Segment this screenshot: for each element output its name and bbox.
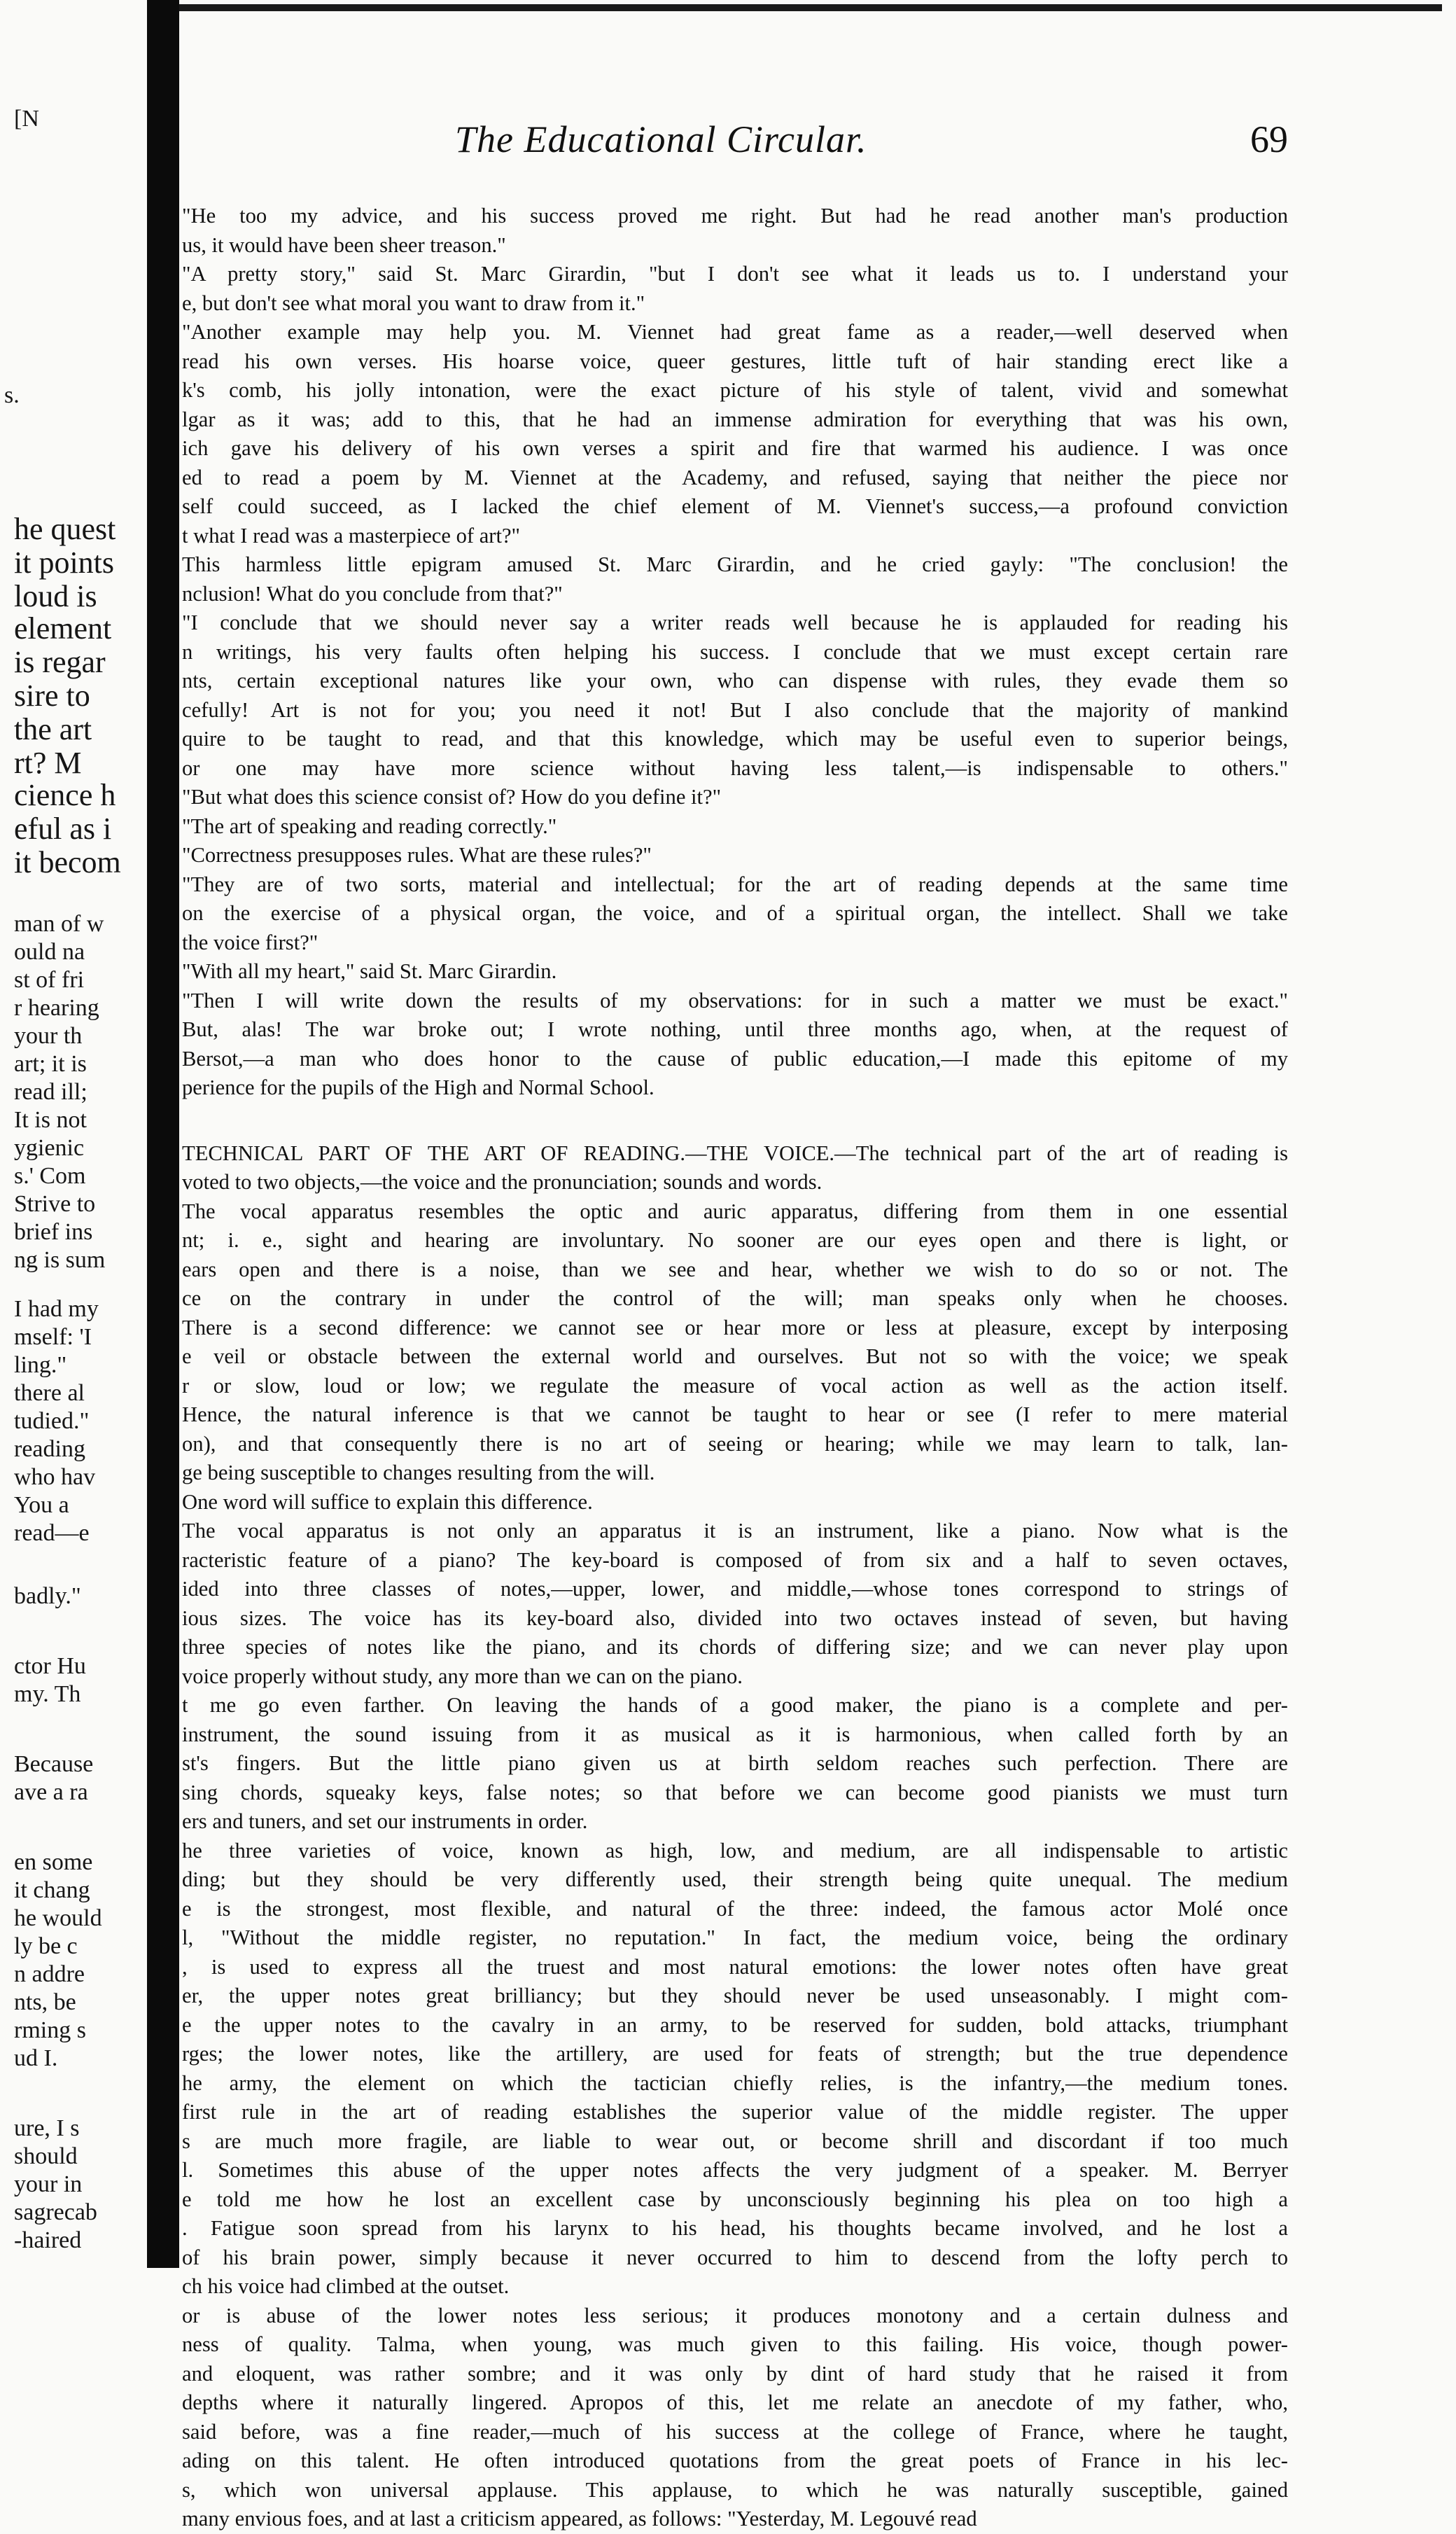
- text-line: "Then I will write down the results of my observations: for in such a matter we must be exact.": [182, 988, 1288, 1012]
- text-line: Hence, the natural inference is that we cannot be taught to hear or see (I refer to mere material: [182, 1402, 1288, 1426]
- left-fragment: the art: [14, 712, 92, 746]
- text-line: er, the upper notes great brilliancy; but they should never be used unseasonably. I might com-: [182, 1984, 1288, 2007]
- top-edge-rule: [147, 4, 1442, 11]
- text-line: "A pretty story," said St. Marc Girardin, "but I don't see what it leads us to. I understand your: [182, 262, 1288, 286]
- text-line: lgar as it was; add to this, that he had an immense admiration for everything that was his own,: [182, 407, 1288, 431]
- left-fragment: s.: [4, 382, 20, 408]
- text-line: e is the strongest, most flexible, and natural of the three: indeed, the famous actor Molé once: [182, 1896, 1288, 1921]
- left-fragment: element: [14, 611, 112, 646]
- text-line: ading on this talent. He often introduced quotations from the great poets of France in his lec-: [182, 2449, 1288, 2472]
- text-line: "With all my heart," said St. Marc Girardin.: [182, 959, 557, 983]
- text-line: racteristic feature of a piano? The key-board is composed of from six and a half to seven octaves,: [182, 1547, 1288, 1572]
- left-fragment: mself: 'I: [14, 1324, 92, 1350]
- text-line: t me go even farther. On leaving the hands of a good maker, the piano is a complete and per-: [182, 1693, 1288, 1717]
- text-line: ce on the contrary in under the control of the will; man speaks only when he chooses.: [182, 1286, 1288, 1310]
- left-fragment: ly be c: [14, 1933, 78, 1959]
- left-fragment: your th: [14, 1023, 83, 1049]
- text-line: st's fingers. But the little piano given us at birth seldom reaches such perfection. There are: [182, 1751, 1288, 1775]
- left-fragment: my. Th: [14, 1681, 81, 1707]
- text-line: The vocal apparatus is not only an apparatus it is an instrument, like a piano. Now what is the: [182, 1519, 1288, 1543]
- text-line: depths where it naturally lingered. Apropos of this, let me relate an anecdote of my father, who,: [182, 2390, 1288, 2414]
- left-fragment: read ill;: [14, 1079, 88, 1105]
- text-line: the voice first?": [182, 930, 318, 954]
- text-line: "I conclude that we should never say a writer reads well because he is applauded for reading his: [182, 611, 1288, 634]
- left-fragment: man of w: [14, 911, 104, 937]
- left-fragment: loud is: [14, 579, 97, 613]
- text-line: ge being susceptible to changes resulting from the will.: [182, 1461, 655, 1484]
- left-fragment: It is not: [14, 1107, 87, 1133]
- text-line: ness of quality. Talma, when young, was much given to this failing. His voice, though power-: [182, 2332, 1288, 2356]
- text-line: ided into three classes of notes,—upper, lower, and middle,—whose tones correspond to strings of: [182, 1577, 1288, 1601]
- text-line: s are much more fragile, are liable to wear out, or become shrill and discordant if too much: [182, 2129, 1288, 2153]
- left-fragment: art; it is: [14, 1051, 87, 1077]
- text-line: sing chords, squeaky keys, false notes; so that before we can become good pianists we must turn: [182, 1780, 1288, 1804]
- left-fragment: Strive to: [14, 1191, 96, 1217]
- left-fragment: ctor Hu: [14, 1653, 86, 1679]
- text-line: voted to two objects,—the voice and the pronunciation; sounds and words.: [182, 1170, 822, 1194]
- text-line: self could succeed, as I lacked the chief element of M. Viennet's success,—a profound conviction: [182, 494, 1288, 518]
- text-line: ers and tuners, and set our instruments in order.: [182, 1809, 588, 1833]
- text-line: perience for the pupils of the High and Normal School.: [182, 1075, 654, 1099]
- text-line: ed to read a poem by M. Viennet at the Academy, and refused, saying that neither the piece nor: [182, 465, 1288, 489]
- text-line: "He too my advice, and his success proved me right. But had he read another man's production: [182, 204, 1288, 228]
- text-line: k's comb, his jolly intonation, were the exact picture of his style of talent, vivid and somewhat: [182, 378, 1288, 402]
- section-gap: [182, 1103, 1288, 1139]
- left-fragment: ave a ra: [14, 1779, 88, 1805]
- left-fragment: sagrecab: [14, 2199, 97, 2225]
- text-line: three species of notes like the piano, and its chords of differing size; and we can never play upon: [182, 1635, 1288, 1659]
- left-fragment: it points: [14, 545, 115, 580]
- left-fragment: your in: [14, 2171, 83, 2197]
- text-line: and eloquent, was rather sombre; and it was only by dint of hard study that he raised it from: [182, 2361, 1288, 2386]
- text-line: on), and that consequently there is no art of seeing or hearing; while we may learn to talk, lan-: [182, 1431, 1288, 1456]
- left-fragment: You a: [14, 1492, 69, 1518]
- left-fragment: n addre: [14, 1961, 85, 1987]
- text-line: But, alas! The war broke out; I wrote nothing, until three months ago, when, at the request of: [182, 1017, 1288, 1041]
- text-line: he army, the element on which the tactician chiefly relies, is the infantry,—the medium tones.: [182, 2070, 1288, 2095]
- left-fragment: I had my: [14, 1296, 99, 1322]
- left-fragment: it becom: [14, 845, 121, 879]
- text-line: many envious foes, and at last a criticism appeared, as follows: "Yesterday, M. Legouvé read: [182, 2507, 977, 2530]
- text-line: or one may have more science without having less talent,—is indispensable to others.": [182, 756, 1288, 780]
- text-line: us, it would have been sheer treason.": [182, 232, 506, 257]
- text-line: he three varieties of voice, known as high, low, and medium, are all indispensable to artistic: [182, 1838, 1288, 1863]
- article-body: [182, 202, 1288, 2534]
- left-fragment: Because: [14, 1751, 94, 1777]
- text-line: , is used to express all the truest and most natural emotions: the lower notes often have great: [182, 1954, 1288, 1979]
- left-fragment: he quest: [14, 512, 116, 546]
- binding-shadow: [147, 0, 179, 2268]
- left-fragment: ure, I s: [14, 2115, 80, 2141]
- text-line: rges; the lower notes, like the artillery, are used for feats of strength; but the true dependence: [182, 2042, 1288, 2066]
- left-fragment: s.' Com: [14, 1163, 86, 1189]
- text-line: One word will suffice to explain this difference.: [182, 1489, 593, 1514]
- left-fragment: r hearing: [14, 995, 99, 1021]
- text-line: nts, certain exceptional natures like your own, who can dispense with rules, they evade them so: [182, 669, 1288, 692]
- left-fragment: tudied.": [14, 1408, 90, 1434]
- left-fragment: it chang: [14, 1877, 90, 1903]
- text-line: "The art of speaking and reading correctly.": [182, 814, 557, 838]
- text-line: ears open and there is a noise, than we see and hear, whether we wish to do so or not. The: [182, 1257, 1288, 1281]
- page-number: 69: [1250, 118, 1288, 160]
- text-line: t what I read was a masterpiece of art?": [182, 523, 521, 548]
- text-line: ding; but they should be very differently used, their strength being quite unequal. The medium: [182, 1867, 1288, 1891]
- left-fragment: rming s: [14, 2017, 86, 2043]
- text-line: or is abuse of the lower notes less serious; it produces monotony and a certain dulness and: [182, 2303, 1288, 2327]
- text-line: of his brain power, simply because it never occurred to him to descend from the lofty perch to: [182, 2245, 1288, 2269]
- left-fragment: reading: [14, 1436, 85, 1462]
- left-fragment: ould na: [14, 939, 85, 965]
- text-line: TECHNICAL PART OF THE ART OF READING.—THE VOICE.—The technical part of the art of reading is: [182, 1141, 1288, 1165]
- left-fragment: he would: [14, 1905, 102, 1931]
- left-fragment: ygienic: [14, 1135, 85, 1161]
- text-line: Bersot,—a man who does honor to the cause of public education,—I made this epitome of my: [182, 1046, 1288, 1071]
- text-line: This harmless little epigram amused St. Marc Girardin, and he cried gayly: "The conclusion! the: [182, 552, 1288, 576]
- left-fragment: there al: [14, 1380, 85, 1406]
- left-fragment: brief ins: [14, 1219, 93, 1245]
- text-line: on the exercise of a physical organ, the voice, and of a spiritual organ, the intellect. Shall we take: [182, 901, 1288, 925]
- text-line: e, but don't see what moral you want to draw from it.": [182, 291, 645, 315]
- left-fragment: should: [14, 2143, 78, 2169]
- text-line: voice properly without study, any more than we can on the piano.: [182, 1664, 743, 1688]
- left-fragment: -haired: [14, 2227, 82, 2253]
- left-fragment: eful as i: [14, 812, 112, 846]
- left-fragment: ud I.: [14, 2045, 58, 2071]
- left-fragment: rt? M: [14, 746, 82, 780]
- left-fragment: is regar: [14, 645, 106, 679]
- text-line: The vocal apparatus resembles the optic and auric apparatus, differing from them in one essential: [182, 1199, 1288, 1223]
- left-fragment: st of fri: [14, 967, 85, 993]
- left-fragment: badly.": [14, 1583, 81, 1609]
- text-line: said before, was a fine reader,—much of his success at the college of France, where he taught,: [182, 2419, 1288, 2444]
- left-fragment: ng is sum: [14, 1247, 106, 1273]
- text-line: nclusion! What do you conclude from that?": [182, 581, 563, 606]
- text-line: ich gave his delivery of his own verses a spirit and fire that warmed his audience. I was once: [182, 436, 1288, 460]
- text-line: s, which won universal applause. This applause, to which he was naturally susceptible, gained: [182, 2477, 1288, 2502]
- text-line: "They are of two sorts, material and intellectual; for the art of reading depends at the same time: [182, 872, 1288, 896]
- text-line: ch his voice had climbed at the outset.: [182, 2274, 510, 2298]
- left-fragment: read—e: [14, 1520, 90, 1546]
- facing-page-fragments: [0, 0, 147, 2268]
- text-line: n writings, his very faults often helping his success. I conclude that we must except certain rare: [182, 639, 1288, 664]
- text-line: cefully! Art is not for you; you need it not! But I also conclude that the majority of mankind: [182, 697, 1288, 722]
- left-fragment: who hav: [14, 1464, 96, 1490]
- text-line: l, "Without the middle register, no reputation." In fact, the medium voice, being the ordinary: [182, 1926, 1288, 1949]
- text-line: nt; i. e., sight and hearing are involuntary. No sooner are our eyes open and there is light, or: [182, 1228, 1288, 1252]
- text-line: first rule in the art of reading establishes the superior value of the middle register. The upper: [182, 2100, 1288, 2124]
- running-title: The Educational Circular.: [455, 118, 867, 160]
- left-fragment: en some: [14, 1849, 93, 1875]
- text-line: quire to be taught to read, and that this knowledge, which may be useful even to superior beings,: [182, 727, 1288, 751]
- text-line: There is a second difference: we cannot see or hear more or less at pleasure, except by interposing: [182, 1315, 1288, 1339]
- text-line: e told me how he lost an excellent case by unconsciously beginning his plea on too high a: [182, 2187, 1288, 2211]
- text-line: read his own verses. His hoarse voice, queer gestures, little tuft of hair standing erect like a: [182, 349, 1288, 373]
- left-fragment: [N: [14, 106, 39, 132]
- text-line: "Another example may help you. M. Viennet had great fame as a reader,—well deserved when: [182, 320, 1288, 344]
- left-fragment: nts, be: [14, 1989, 76, 2015]
- text-line: r or slow, loud or low; we regulate the measure of vocal action as well as the action itself.: [182, 1373, 1288, 1398]
- text-line: ious sizes. The voice has its key-board also, divided into two octaves instead of seven, but having: [182, 1606, 1288, 1630]
- text-line: e veil or obstacle between the external world and ourselves. But not so with the voice; we speak: [182, 1344, 1288, 1368]
- left-fragment: cience h: [14, 778, 116, 812]
- text-line: "Correctness presupposes rules. What are these rules?": [182, 843, 652, 867]
- text-line: instrument, the sound issuing from it as musical as it is harmonious, when called forth by an: [182, 1722, 1288, 1746]
- text-line: e the upper notes to the cavalry in an army, to be reserved for sudden, bold attacks, triumphant: [182, 2012, 1288, 2037]
- text-line: l. Sometimes this abuse of the upper notes affects the very judgment of a speaker. M. Berryer: [182, 2158, 1288, 2182]
- page-header: [182, 118, 1288, 174]
- text-line: . Fatigue soon spread from his larynx to his head, his thoughts became involved, and he lost a: [182, 2216, 1288, 2240]
- text-line: "But what does this science consist of? How do you define it?": [182, 785, 722, 809]
- left-fragment: sire to: [14, 678, 90, 713]
- left-fragment: ling.": [14, 1352, 67, 1378]
